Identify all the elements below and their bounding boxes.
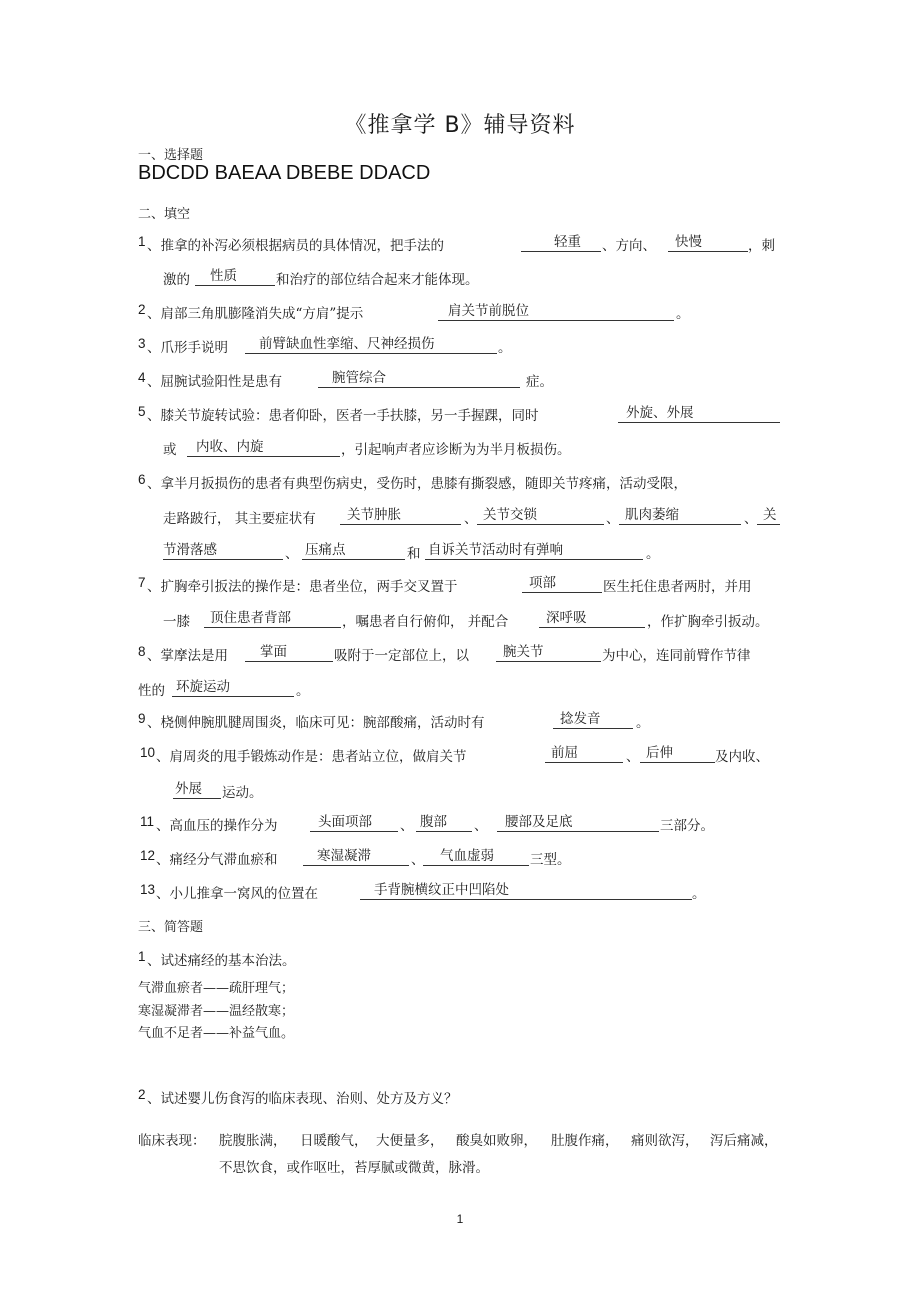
question-text: ，引起响声者应诊断为为半月板损伤。 [341, 442, 571, 458]
question-number: 2 [138, 1087, 146, 1102]
answer-blank [619, 506, 741, 525]
answer-blank [425, 541, 643, 560]
answer-blank [245, 335, 497, 354]
answer-text: 关节肿胀 [347, 507, 401, 523]
question-text: 一膝 [163, 614, 190, 630]
answer-item: 脘腹胀满， [219, 1133, 287, 1149]
answer-text: 后伸 [646, 745, 673, 761]
question-text: 、扩胸牵引扳法的操作是：患者坐位，两手交叉置于 [147, 579, 458, 595]
answer-item: 肚腹作痛， [551, 1133, 619, 1149]
answer-blank [640, 744, 715, 763]
question-text: 激的 [163, 272, 190, 288]
question-number: 9 [138, 711, 146, 726]
question-text: 三型。 [530, 852, 571, 868]
question-text: 。 [676, 306, 690, 322]
answer-blank [302, 541, 405, 560]
question-text: 。 [296, 683, 310, 699]
answer-line: 气血不足者——补益气血。 [138, 1026, 295, 1041]
answer-text: 外旋、外展 [626, 405, 694, 421]
question-number: 1 [138, 949, 146, 964]
answer-blank [360, 881, 692, 900]
section-heading-short-answer: 三、简答题 [138, 920, 204, 935]
choice-answers: BDCDD BAEAA DBEBE DDACD [138, 162, 431, 184]
answer-text: 压痛点 [305, 542, 346, 558]
answer-blank [245, 643, 333, 662]
answer-text: 腹部 [420, 814, 447, 830]
question-text: 症。 [526, 374, 553, 390]
separator: 、 [411, 852, 425, 868]
answer-text: 头面项部 [318, 814, 372, 830]
answer-text: 项部 [529, 575, 556, 591]
answer-blank [416, 813, 472, 832]
answer-blank [618, 404, 780, 423]
question-text: 运动。 [222, 785, 263, 801]
answer-blank [539, 609, 645, 628]
answer-blank [668, 233, 748, 252]
answer-text: 肩关节前脱位 [448, 303, 529, 319]
question-text: 及内收、 [715, 749, 769, 765]
answer-blank [187, 438, 340, 457]
answer-blank [163, 541, 283, 560]
question-number: 5 [138, 404, 146, 419]
answer-text: 手背腕横纹正中凹陷处 [374, 882, 509, 898]
answer-text: 性质 [210, 268, 237, 284]
document-title: 《推拿学 B》辅导资料 [344, 113, 576, 138]
question-text: 、膝关节旋转试验：患者仰卧，医者一手扶膝，另一手握踝，同时 [147, 408, 539, 424]
question-text: 医生托住患者两肘，并用 [603, 579, 752, 595]
answer-text: 关节交锁 [483, 507, 537, 523]
question-number: 4 [138, 370, 146, 385]
question-text: 、肩部三角肌膨隆消失成“方肩”提示 [147, 306, 364, 322]
separator: 、 [400, 818, 414, 834]
answer-text: 腕关节 [503, 644, 544, 660]
separator: 、 [464, 511, 478, 527]
question-number: 13 [140, 882, 156, 897]
separator: 、 [626, 749, 640, 765]
question-number: 2 [138, 302, 146, 317]
answer-text: 快慢 [675, 234, 702, 250]
question-number: 11 [140, 814, 155, 829]
question-number: 6 [138, 472, 146, 487]
answer-line: 寒湿凝滞者——温经散寒； [138, 1004, 295, 1019]
answer-blank [438, 302, 674, 321]
answer-text: 前屈 [551, 745, 578, 761]
question-text: ，作扩胸牵引扳动。 [647, 614, 769, 630]
question-text: 性的 [138, 683, 165, 699]
question-text: 、掌摩法是用 [147, 648, 228, 664]
question-text: 三部分。 [660, 818, 714, 834]
answer-text: 腕管综合 [332, 370, 386, 386]
answer-text: 关 [763, 507, 777, 523]
answer-text: 寒湿凝滞 [317, 848, 371, 864]
section-heading-choice: 一、选择题 [138, 148, 204, 163]
answer-blank [195, 267, 275, 286]
answer-blank [423, 847, 529, 866]
separator: 、 [606, 511, 620, 527]
question-text: 、拿半月扳损伤的患者有典型伤病史，受伤时，患膝有撕裂感，随即关节疼痛，活动受限， [147, 476, 687, 492]
question-text: 吸附于一定部位上，以 [334, 648, 469, 664]
question-text: 、肩周炎的甩手锻炼动作是：患者站立位，做肩关节 [156, 749, 467, 765]
answer-text: 前臂缺血性挛缩、尺神经损伤 [259, 336, 435, 352]
question-text: 、推拿的补泻必须根据病员的具体情况，把手法的 [147, 238, 444, 254]
question-number: 7 [138, 575, 146, 590]
answer-item: 大便量多， [376, 1133, 444, 1149]
answer-blank [303, 847, 409, 866]
answer-text: 顶住患者背部 [210, 610, 291, 626]
question-text: 为中心，连同前臂作节律 [602, 648, 751, 664]
question-text: 或 [163, 442, 177, 458]
answer-text: 外展 [175, 781, 202, 797]
question-text: 、桡侧伸腕肌腱周围炎，临床可见：腕部酸痛，活动时有 [147, 715, 485, 731]
question-text: 、方向、 [602, 238, 656, 254]
answer-blank [310, 813, 398, 832]
answer-blank [318, 369, 520, 388]
question-text: 。 [692, 886, 706, 902]
answer-blank [497, 813, 659, 832]
question-text: ，嘱患者自行俯仰， 并配合 [342, 614, 509, 630]
answer-label: 临床表现： [138, 1133, 206, 1149]
answer-blank [204, 609, 341, 628]
question-number: 10 [140, 745, 156, 760]
section-heading-fill: 二、填空 [138, 207, 191, 222]
question-text: 和 [407, 546, 421, 562]
question-text: 和治疗的部位结合起来才能体现。 [276, 272, 479, 288]
answer-line: 不思饮食，或作呕吐，苔厚腻或微黄，脉滑。 [219, 1160, 489, 1176]
separator: 、 [744, 511, 758, 527]
question-number: 12 [140, 848, 156, 863]
page-number: 1 [456, 1212, 464, 1226]
answer-text: 肌肉萎缩 [625, 507, 679, 523]
answer-blank [340, 506, 461, 525]
question-text: 、爪形手说明 [147, 340, 228, 356]
question-text: 、小儿推拿一窝风的位置在 [156, 886, 318, 902]
question-text: 。 [498, 340, 512, 356]
answer-blank [545, 744, 623, 763]
question-text: 、痛经分气滞血瘀和 [156, 852, 278, 868]
question-text: 。 [646, 546, 660, 562]
answer-text: 腰部及足底 [505, 814, 573, 830]
answer-text: 节滑落感 [163, 542, 217, 558]
question-number: 3 [138, 336, 146, 351]
separator: 、 [474, 818, 488, 834]
answer-item: 酸臭如败卵， [456, 1133, 537, 1149]
answer-text: 气血虚弱 [440, 848, 494, 864]
answer-blank [522, 574, 602, 593]
answer-blank [757, 506, 780, 525]
answer-blank [172, 678, 294, 697]
answer-line: 气滞血瘀者——疏肝理气； [138, 981, 295, 996]
question-text: 、高血压的操作分为 [156, 818, 278, 834]
question-text: 、试述婴儿伤食泻的临床表现、治则、处方及方义？ [147, 1091, 458, 1107]
separator: 、 [285, 546, 299, 562]
answer-item: 泻后痛减， [710, 1133, 778, 1149]
answer-text: 轻重 [554, 234, 581, 250]
question-text: 、屈腕试验阳性是患有 [147, 374, 282, 390]
answer-text: 环旋运动 [176, 679, 230, 695]
answer-item: 日暖酸气， [300, 1133, 368, 1149]
question-text: 、试述痛经的基本治法。 [147, 953, 296, 969]
answer-blank [477, 506, 604, 525]
answer-text: 自诉关节活动时有弹响 [428, 542, 563, 558]
answer-text: 内收、内旋 [196, 439, 264, 455]
answer-text: 掌面 [260, 644, 287, 660]
answer-blank [173, 780, 221, 799]
answer-text: 捻发音 [560, 711, 601, 727]
answer-text: 深呼吸 [546, 610, 587, 626]
question-number: 1 [138, 234, 146, 249]
answer-blank [496, 643, 601, 662]
answer-blank [553, 710, 633, 729]
answer-item: 痛则欲泻， [631, 1133, 699, 1149]
question-text: ，刺 [748, 238, 775, 254]
question-number: 8 [138, 644, 146, 659]
question-text: 走路跛行， 其主要症状有 [163, 511, 316, 527]
question-text: 。 [636, 715, 650, 731]
answer-blank [521, 233, 601, 252]
